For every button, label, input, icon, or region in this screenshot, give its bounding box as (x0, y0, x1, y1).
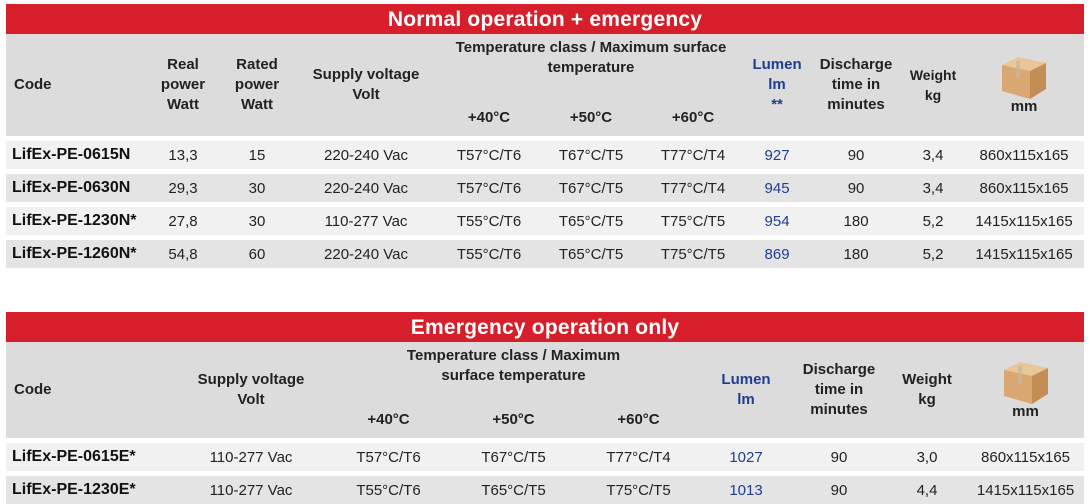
cell-discharge: 90 (791, 438, 887, 471)
cell-t40: T57°C/T6 (438, 136, 540, 169)
cell-t60: T77°C/T4 (642, 169, 744, 202)
cell-real-power: 13,3 (146, 136, 220, 169)
cell-dimensions: 1415x115x165 (964, 202, 1084, 235)
header-weight: Weight kg (887, 342, 967, 438)
header-weight: Weight kg (902, 34, 964, 136)
cell-lumen: 1013 (701, 471, 791, 504)
cell-t50: T67°C/T5 (540, 169, 642, 202)
header-supply-voltage: Supply voltage Volt (176, 342, 326, 438)
cell-supply: 110-277 Vac (294, 202, 438, 235)
cell-t60: T75°C/T5 (642, 202, 744, 235)
cell-code: LifEx-PE-1260N* (6, 235, 146, 268)
cell-discharge: 90 (791, 471, 887, 504)
cell-t60: T75°C/T5 (576, 471, 701, 504)
cell-discharge: 90 (810, 169, 902, 202)
cell-dimensions: 860x115x165 (964, 169, 1084, 202)
header-code: Code (6, 34, 146, 136)
header-code: Code (6, 342, 176, 438)
header-lumen: Lumen lm ** (744, 34, 810, 136)
table-row (6, 471, 1084, 504)
cell-discharge: 90 (810, 136, 902, 169)
table-row (6, 136, 1084, 169)
cell-t50: T65°C/T5 (540, 202, 642, 235)
cell-t40: T55°C/T6 (326, 471, 451, 504)
cell-t50: T67°C/T5 (451, 438, 576, 471)
cell-t40: T55°C/T6 (438, 202, 540, 235)
cell-lumen: 945 (744, 169, 810, 202)
header-discharge: Discharge time in minutes (791, 342, 887, 438)
header-temp-60: +60°C (642, 82, 744, 136)
cell-supply: 220-240 Vac (294, 235, 438, 268)
cell-t40: T55°C/T6 (438, 235, 540, 268)
cardboard-box-icon (1000, 358, 1052, 406)
cell-t60: T77°C/T4 (576, 438, 701, 471)
cell-lumen: 869 (744, 235, 810, 268)
header-dimensions (964, 34, 1084, 136)
header-temperature-class: Temperature class / Maximum surface temperature (438, 34, 744, 82)
dimensions-unit: mm (1010, 98, 1038, 115)
header-temp-40: +40°C (326, 386, 451, 438)
cell-weight: 4,4 (887, 471, 967, 504)
table-row (6, 438, 1084, 471)
table-row (6, 235, 1084, 268)
cell-code: LifEx-PE-0615E* (6, 438, 176, 471)
header-dimensions (967, 342, 1084, 438)
emergency-operation-table (6, 342, 1084, 504)
cell-t40: T57°C/T6 (438, 169, 540, 202)
cell-lumen: 1027 (701, 438, 791, 471)
cell-rated-power: 30 (220, 202, 294, 235)
cell-weight: 3,4 (902, 169, 964, 202)
cell-real-power: 29,3 (146, 169, 220, 202)
cell-supply: 110-277 Vac (176, 438, 326, 471)
cell-dimensions: 860x115x165 (967, 438, 1084, 471)
header-discharge: Discharge time in minutes (810, 34, 902, 136)
cell-supply: 220-240 Vac (294, 136, 438, 169)
header-temp-50: +50°C (540, 82, 642, 136)
cell-lumen: 927 (744, 136, 810, 169)
cell-weight: 5,2 (902, 235, 964, 268)
header-temperature-class: Temperature class / Maximum surface temperature (326, 342, 701, 386)
cell-rated-power: 15 (220, 136, 294, 169)
cell-t50: T67°C/T5 (540, 136, 642, 169)
header-rated-power: Rated power Watt (220, 34, 294, 136)
dimensions-unit: mm (1012, 403, 1039, 420)
cardboard-box-icon (998, 53, 1050, 101)
section-banner: Normal operation + emergency (6, 4, 1084, 34)
cell-code: LifEx-PE-1230E* (6, 471, 176, 504)
cell-code: LifEx-PE-1230N* (6, 202, 146, 235)
cell-supply: 110-277 Vac (176, 471, 326, 504)
cell-discharge: 180 (810, 235, 902, 268)
header-temp-40: +40°C (438, 82, 540, 136)
table-row (6, 169, 1084, 202)
cell-weight: 5,2 (902, 202, 964, 235)
header-temp-60: +60°C (576, 386, 701, 438)
cell-code: LifEx-PE-0615N (6, 136, 146, 169)
header-real-power: Real power Watt (146, 34, 220, 136)
cell-supply: 220-240 Vac (294, 169, 438, 202)
cell-lumen: 954 (744, 202, 810, 235)
normal-operation-section (6, 4, 1084, 268)
cell-discharge: 180 (810, 202, 902, 235)
cell-t50: T65°C/T5 (540, 235, 642, 268)
header-lumen: Lumen lm (701, 342, 791, 438)
emergency-operation-section (6, 312, 1084, 504)
cell-real-power: 27,8 (146, 202, 220, 235)
cell-rated-power: 30 (220, 169, 294, 202)
section-banner: Emergency operation only (6, 312, 1084, 342)
cell-code: LifEx-PE-0630N (6, 169, 146, 202)
cell-t50: T65°C/T5 (451, 471, 576, 504)
table-row (6, 202, 1084, 235)
cell-dimensions: 860x115x165 (964, 136, 1084, 169)
header-supply-voltage: Supply voltage Volt (294, 34, 438, 136)
cell-dimensions: 1415x115x165 (967, 471, 1084, 504)
cell-weight: 3,4 (902, 136, 964, 169)
cell-t60: T77°C/T4 (642, 136, 744, 169)
cell-t60: T75°C/T5 (642, 235, 744, 268)
cell-real-power: 54,8 (146, 235, 220, 268)
cell-weight: 3,0 (887, 438, 967, 471)
cell-t40: T57°C/T6 (326, 438, 451, 471)
cell-dimensions: 1415x115x165 (964, 235, 1084, 268)
normal-operation-table (6, 34, 1084, 268)
header-temp-50: +50°C (451, 386, 576, 438)
cell-rated-power: 60 (220, 235, 294, 268)
